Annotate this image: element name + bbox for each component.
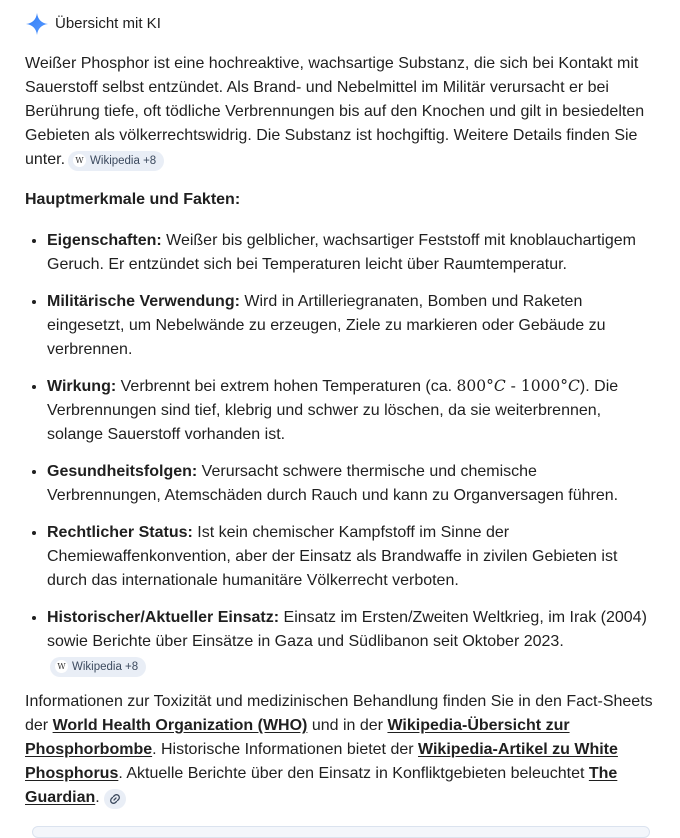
source-chip[interactable] bbox=[50, 657, 146, 677]
outro-text: und in der bbox=[307, 717, 388, 734]
degree-sign: ° bbox=[560, 377, 569, 395]
source-chip-label: Wikipedia +8 bbox=[72, 660, 139, 673]
unit: C bbox=[493, 377, 506, 395]
bottom-panel-edge bbox=[32, 826, 650, 838]
item-label: Historischer/Aktueller Einsatz: bbox=[47, 609, 280, 626]
temp-high: 1000 bbox=[520, 377, 561, 395]
item-text: Ist kein chemischer Kampfstoff im Sinne der Chemiewaffenkonvention, aber der Einsatz als Brandwaffe in zivilen Gebieten ist durch das internationale humanitäre Völkerrecht verboten. bbox=[47, 524, 618, 589]
source-chip-label: Wikipedia +8 bbox=[90, 154, 157, 167]
item-text: Wird in Artilleriegranaten, Bomben und Raketen eingesetzt, um Nebelwände zu erzeugen, Ziele zu markieren oder Gebäude zu verbrennen. bbox=[47, 293, 606, 358]
outro-paragraph bbox=[25, 690, 655, 810]
section-heading: Hauptmerkmale und Fakten: bbox=[25, 191, 241, 208]
item-label: Militärische Verwendung: bbox=[47, 293, 240, 310]
guardian-link[interactable]: The Guardian bbox=[25, 765, 618, 806]
link-chip[interactable] bbox=[104, 789, 126, 809]
list-item bbox=[47, 289, 655, 362]
wikipedia-icon: W bbox=[55, 660, 68, 673]
outro-text: . Historische Informationen bietet der bbox=[152, 741, 419, 758]
phosphorbombe-link[interactable]: Wikipedia-Übersicht zur Phosphorbombe bbox=[25, 717, 570, 758]
list-item bbox=[47, 459, 655, 508]
who-link[interactable]: World Health Organization (WHO) bbox=[52, 717, 308, 734]
outro-text: . Aktuelle Berichte über den Einsatz in Konfliktgebieten beleuchtet bbox=[118, 765, 589, 782]
item-text: Weißer bis gelblicher, wachsartiger Feststoff mit knoblauchartigem Geruch. Er entzündet sich bei Temperaturen leicht über Raumtemperatur. bbox=[47, 232, 636, 273]
item-text: Verbrennt bei extrem hohen Temperaturen (ca. bbox=[116, 378, 457, 395]
range-dash: - bbox=[505, 377, 521, 395]
item-text: Einsatz im Ersten/Zweiten Weltkrieg, im Irak (2004) sowie Berichte über Einsätze in Gaza und Südlibanon seit Oktober 2023. bbox=[47, 609, 647, 650]
wikipedia-icon: W bbox=[73, 154, 86, 167]
item-label: Rechtlicher Status: bbox=[47, 524, 193, 541]
item-label: Wirkung: bbox=[47, 378, 117, 395]
outro-text: . bbox=[95, 789, 100, 806]
white-phosphorus-link[interactable]: Wikipedia-Artikel zu White Phosphorus bbox=[25, 741, 618, 782]
temp-low: 800 bbox=[456, 377, 487, 395]
item-label: Gesundheitsfolgen: bbox=[47, 463, 198, 480]
list-item bbox=[47, 228, 655, 277]
sparkle-icon bbox=[25, 12, 49, 36]
temperature-formula bbox=[457, 377, 580, 395]
intro-paragraph bbox=[25, 52, 655, 172]
list-item bbox=[47, 605, 655, 678]
ai-overview-header bbox=[25, 12, 161, 36]
list-item bbox=[47, 374, 655, 447]
ai-overview-content bbox=[25, 52, 655, 810]
degree-sign: ° bbox=[486, 377, 494, 395]
link-icon bbox=[109, 793, 121, 805]
item-text: Verursacht schwere thermische und chemische Verbrennungen, Atemschäden durch Rauch und kann zu Organversagen führen. bbox=[47, 463, 619, 504]
intro-text: Weißer Phosphor ist eine hochreaktive, wachsartige Substanz, die sich bei Kontakt mit Sauerstoff selbst entzündet. Als Brand- und Nebelmittel im Militär verursacht er bei Berührung tiefe, oft tödliche Verbrennungen bis auf den Knochen und gilt in besiedelten Gebieten als völkerrechtswidrig. Die Substanz ist hochgiftig. Weitere Details finden Sie unter. bbox=[25, 55, 645, 168]
item-text: ). Die Verbrennungen sind tief, klebrig und schwer zu löschen, da sie weiterbrennen, solange Sauerstoff vorhanden ist. bbox=[47, 378, 619, 443]
list-item bbox=[47, 520, 655, 593]
source-chip[interactable] bbox=[68, 151, 164, 171]
unit: C bbox=[568, 377, 580, 395]
header-title: Übersicht mit KI bbox=[55, 15, 161, 32]
facts-list bbox=[25, 228, 655, 678]
outro-text: Informationen zur Toxizität und medizinischen Behandlung finden Sie in den Fact-Sheets der bbox=[25, 693, 653, 734]
item-label: Eigenschaften: bbox=[47, 232, 162, 249]
